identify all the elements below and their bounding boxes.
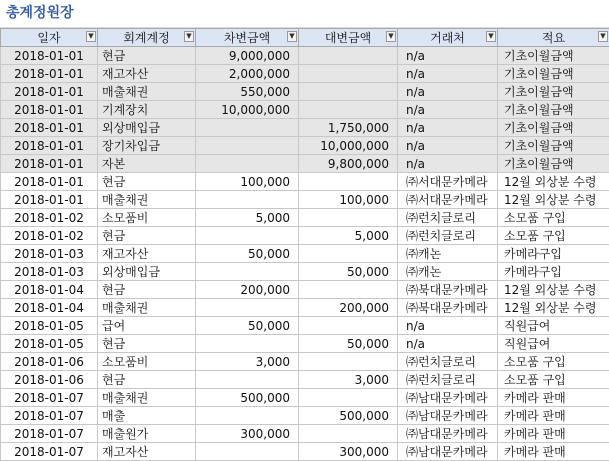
cell-memo[interactable]: 기초이월금액 <box>498 65 609 83</box>
header-label: 일자 <box>37 29 60 46</box>
sheet-title: 총계정원장 <box>6 2 74 24</box>
filter-dropdown-icon[interactable]: ▼ <box>598 31 608 42</box>
cell-memo[interactable]: 카메라 판매 <box>498 443 609 461</box>
filter-dropdown-icon[interactable]: ▼ <box>486 31 496 42</box>
table-row <box>1 137 609 155</box>
cell-date[interactable]: 2018-01-01 <box>1 65 98 83</box>
cell-partner[interactable]: ㈜북대문카메라 <box>398 299 498 317</box>
cell-date[interactable]: 2018-01-06 <box>1 353 98 371</box>
header-label: 대변금액 <box>325 29 371 46</box>
cell-account[interactable]: 현금 <box>98 371 196 389</box>
cell-debit[interactable]: 9,000,000 <box>196 47 299 65</box>
cell-account[interactable]: 매출채권 <box>98 83 196 101</box>
cell-account[interactable]: 재고자산 <box>98 443 196 461</box>
cell-account[interactable]: 소모품비 <box>98 353 196 371</box>
cell-debit[interactable] <box>196 335 299 353</box>
table-row <box>1 83 609 101</box>
cell-credit[interactable] <box>299 65 398 83</box>
cell-memo[interactable]: 카메라구입 <box>498 263 609 281</box>
table-row <box>1 281 609 299</box>
cell-partner[interactable]: ㈜런치글로리 <box>398 371 498 389</box>
cell-memo[interactable]: 카메라구입 <box>498 245 609 263</box>
cell-credit[interactable]: 10,000,000 <box>299 137 398 155</box>
table-row <box>1 425 609 443</box>
cell-memo[interactable]: 소모품 구입 <box>498 353 609 371</box>
table-row <box>1 389 609 407</box>
cell-debit[interactable]: 300,000 <box>196 425 299 443</box>
cell-debit[interactable]: 50,000 <box>196 245 299 263</box>
cell-partner[interactable]: ㈜캐논 <box>398 263 498 281</box>
cell-credit[interactable]: 300,000 <box>299 443 398 461</box>
cell-partner[interactable]: ㈜남대문카메라 <box>398 407 498 425</box>
cell-date[interactable]: 2018-01-02 <box>1 209 98 227</box>
table-row <box>1 101 609 119</box>
table-row <box>1 317 609 335</box>
header-partner <box>398 29 498 47</box>
cell-credit[interactable]: 5,000 <box>299 227 398 245</box>
cell-date[interactable]: 2018-01-01 <box>1 191 98 209</box>
cell-date[interactable]: 2018-01-01 <box>1 119 98 137</box>
ledger-body <box>1 47 609 461</box>
table-row <box>1 353 609 371</box>
table-row <box>1 227 609 245</box>
cell-credit[interactable] <box>299 47 398 65</box>
cell-debit[interactable]: 200,000 <box>196 281 299 299</box>
cell-debit[interactable] <box>196 299 299 317</box>
cell-memo[interactable]: 카메라 판매 <box>498 389 609 407</box>
cell-partner[interactable]: ㈜북대문카메라 <box>398 281 498 299</box>
cell-partner[interactable]: ㈜런치글로리 <box>398 227 498 245</box>
cell-partner[interactable]: ㈜서대문카메라 <box>398 191 498 209</box>
cell-partner[interactable]: n/a <box>398 119 498 137</box>
cell-credit[interactable]: 200,000 <box>299 299 398 317</box>
cell-date[interactable]: 2018-01-07 <box>1 425 98 443</box>
cell-date[interactable]: 2018-01-01 <box>1 47 98 65</box>
cell-debit[interactable] <box>196 443 299 461</box>
cell-account[interactable]: 외상매입금 <box>98 263 196 281</box>
cell-date[interactable]: 2018-01-04 <box>1 299 98 317</box>
cell-memo[interactable]: 직원급여 <box>498 317 609 335</box>
cell-date[interactable]: 2018-01-01 <box>1 83 98 101</box>
cell-credit[interactable]: 50,000 <box>299 335 398 353</box>
cell-credit[interactable] <box>299 389 398 407</box>
cell-date[interactable]: 2018-01-03 <box>1 245 98 263</box>
cell-credit[interactable] <box>299 281 398 299</box>
cell-debit[interactable] <box>196 371 299 389</box>
table-row <box>1 245 609 263</box>
cell-credit[interactable] <box>299 317 398 335</box>
cell-debit[interactable]: 10,000,000 <box>196 101 299 119</box>
cell-partner[interactable]: ㈜런치글로리 <box>398 353 498 371</box>
cell-partner[interactable]: ㈜남대문카메라 <box>398 425 498 443</box>
cell-memo[interactable]: 기초이월금액 <box>498 83 609 101</box>
header-credit <box>299 29 398 47</box>
header-date <box>1 29 98 47</box>
general-ledger-table <box>0 28 609 461</box>
cell-credit[interactable] <box>299 173 398 191</box>
cell-partner[interactable]: n/a <box>398 101 498 119</box>
cell-date[interactable]: 2018-01-01 <box>1 137 98 155</box>
cell-credit[interactable]: 100,000 <box>299 191 398 209</box>
sheet-background <box>0 0 609 28</box>
cell-debit[interactable] <box>196 155 299 173</box>
cell-debit[interactable] <box>196 119 299 137</box>
cell-date[interactable]: 2018-01-01 <box>1 155 98 173</box>
cell-partner[interactable]: n/a <box>398 83 498 101</box>
header-label: 적요 <box>542 29 565 46</box>
cell-credit[interactable]: 9,800,000 <box>299 155 398 173</box>
filter-dropdown-icon[interactable]: ▼ <box>386 31 396 42</box>
cell-debit[interactable] <box>196 191 299 209</box>
table-row <box>1 209 609 227</box>
cell-memo[interactable]: 12월 외상분 수령 <box>498 173 609 191</box>
cell-partner[interactable]: ㈜남대문카메라 <box>398 443 498 461</box>
cell-account[interactable]: 현금 <box>98 335 196 353</box>
cell-account[interactable]: 소모품비 <box>98 209 196 227</box>
cell-memo[interactable]: 소모품 구입 <box>498 227 609 245</box>
cell-memo[interactable]: 직원급여 <box>498 335 609 353</box>
cell-date[interactable]: 2018-01-06 <box>1 371 98 389</box>
table-row <box>1 191 609 209</box>
table-row <box>1 407 609 425</box>
header-label: 차변금액 <box>224 29 270 46</box>
cell-debit[interactable] <box>196 407 299 425</box>
cell-credit[interactable] <box>299 209 398 227</box>
cell-date[interactable]: 2018-01-01 <box>1 173 98 191</box>
cell-account[interactable]: 매출원가 <box>98 425 196 443</box>
cell-debit[interactable] <box>196 227 299 245</box>
cell-debit[interactable] <box>196 137 299 155</box>
cell-partner[interactable]: ㈜런치글로리 <box>398 209 498 227</box>
cell-partner[interactable]: n/a <box>398 137 498 155</box>
table-row <box>1 335 609 353</box>
filter-dropdown-icon[interactable]: ▼ <box>86 31 96 42</box>
cell-date[interactable]: 2018-01-01 <box>1 101 98 119</box>
header-debit <box>196 29 299 47</box>
filter-dropdown-icon[interactable]: ▼ <box>287 31 297 42</box>
cell-partner[interactable]: ㈜서대문카메라 <box>398 173 498 191</box>
cell-credit[interactable] <box>299 83 398 101</box>
cell-date[interactable]: 2018-01-07 <box>1 443 98 461</box>
cell-account[interactable]: 재고자산 <box>98 245 196 263</box>
cell-date[interactable]: 2018-01-03 <box>1 263 98 281</box>
cell-partner[interactable]: n/a <box>398 47 498 65</box>
table-row <box>1 371 609 389</box>
cell-date[interactable]: 2018-01-04 <box>1 281 98 299</box>
cell-account[interactable]: 현금 <box>98 281 196 299</box>
cell-account[interactable]: 외상매입금 <box>98 119 196 137</box>
cell-account[interactable]: 매출채권 <box>98 299 196 317</box>
cell-date[interactable]: 2018-01-05 <box>1 317 98 335</box>
cell-credit[interactable] <box>299 101 398 119</box>
cell-partner[interactable]: ㈜캐논 <box>398 245 498 263</box>
cell-account[interactable]: 매출 <box>98 407 196 425</box>
cell-debit[interactable]: 5,000 <box>196 209 299 227</box>
cell-account[interactable]: 현금 <box>98 173 196 191</box>
cell-memo[interactable]: 기초이월금액 <box>498 119 609 137</box>
cell-account[interactable]: 현금 <box>98 47 196 65</box>
header-account <box>98 29 196 47</box>
cell-debit[interactable]: 550,000 <box>196 83 299 101</box>
cell-memo[interactable]: 카메라 판매 <box>498 425 609 443</box>
cell-account[interactable]: 기계장치 <box>98 101 196 119</box>
cell-credit[interactable] <box>299 353 398 371</box>
cell-debit[interactable]: 2,000,000 <box>196 65 299 83</box>
cell-credit[interactable] <box>299 425 398 443</box>
cell-credit[interactable] <box>299 245 398 263</box>
cell-account[interactable]: 자본 <box>98 155 196 173</box>
table-row <box>1 47 609 65</box>
header-memo <box>498 29 609 47</box>
cell-date[interactable]: 2018-01-02 <box>1 227 98 245</box>
header-label: 회계계정 <box>123 29 169 46</box>
cell-memo[interactable]: 12월 외상분 수령 <box>498 191 609 209</box>
cell-partner[interactable]: n/a <box>398 65 498 83</box>
cell-debit[interactable]: 100,000 <box>196 173 299 191</box>
header-label: 거래처 <box>430 29 465 46</box>
table-row <box>1 65 609 83</box>
cell-credit[interactable]: 1,750,000 <box>299 119 398 137</box>
cell-account[interactable]: 급여 <box>98 317 196 335</box>
cell-date[interactable]: 2018-01-05 <box>1 335 98 353</box>
cell-account[interactable]: 장기차입금 <box>98 137 196 155</box>
table-row <box>1 263 609 281</box>
cell-memo[interactable]: 기초이월금액 <box>498 137 609 155</box>
cell-memo[interactable]: 기초이월금액 <box>498 155 609 173</box>
cell-credit[interactable]: 3,000 <box>299 371 398 389</box>
cell-memo[interactable]: 12월 외상분 수령 <box>498 281 609 299</box>
cell-debit[interactable]: 500,000 <box>196 389 299 407</box>
table-row <box>1 173 609 191</box>
header-row <box>1 29 609 47</box>
cell-memo[interactable]: 기초이월금액 <box>498 101 609 119</box>
cell-date[interactable]: 2018-01-07 <box>1 407 98 425</box>
table-row <box>1 299 609 317</box>
cell-memo[interactable]: 기초이월금액 <box>498 47 609 65</box>
filter-dropdown-icon[interactable]: ▼ <box>184 31 194 42</box>
cell-memo[interactable]: 소모품 구입 <box>498 371 609 389</box>
cell-account[interactable]: 매출채권 <box>98 389 196 407</box>
cell-account[interactable]: 현금 <box>98 227 196 245</box>
cell-credit[interactable]: 500,000 <box>299 407 398 425</box>
cell-debit[interactable] <box>196 263 299 281</box>
cell-account[interactable]: 재고자산 <box>98 65 196 83</box>
cell-account[interactable]: 매출채권 <box>98 191 196 209</box>
cell-partner[interactable]: ㈜남대문카메라 <box>398 389 498 407</box>
cell-partner[interactable]: n/a <box>398 335 498 353</box>
cell-memo[interactable]: 12월 외상분 수령 <box>498 299 609 317</box>
cell-memo[interactable]: 카메라 판매 <box>498 407 609 425</box>
cell-debit[interactable]: 3,000 <box>196 353 299 371</box>
cell-debit[interactable]: 50,000 <box>196 317 299 335</box>
cell-partner[interactable]: n/a <box>398 155 498 173</box>
table-row <box>1 443 609 461</box>
table-row <box>1 119 609 137</box>
cell-memo[interactable]: 소모품 구입 <box>498 209 609 227</box>
cell-date[interactable]: 2018-01-07 <box>1 389 98 407</box>
cell-credit[interactable]: 50,000 <box>299 263 398 281</box>
table-row <box>1 155 609 173</box>
cell-partner[interactable]: n/a <box>398 317 498 335</box>
